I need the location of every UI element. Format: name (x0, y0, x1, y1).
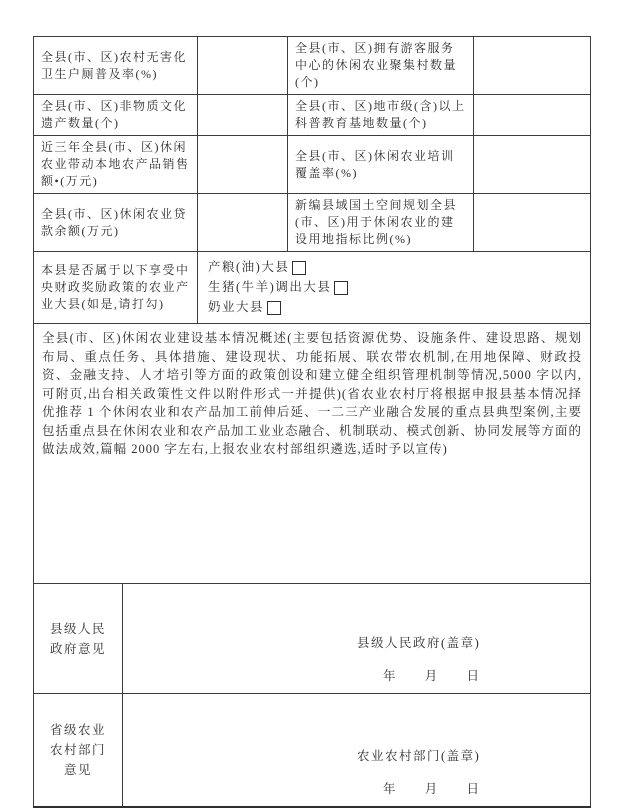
metric-value-right[interactable] (474, 194, 591, 252)
application-form-table (33, 36, 591, 808)
metric-label-right: 全县(市、区)拥有游客服务中心的休闲农业聚集村数量(个) (288, 37, 474, 95)
metric-value-left[interactable] (198, 37, 288, 95)
metric-row (34, 95, 591, 136)
option-dairy-county-label: 奶业大县 (208, 300, 265, 314)
provincial-date-line: 年 月 日 (383, 781, 481, 796)
provincial-opinion-signature-block (123, 748, 590, 806)
metric-label-right: 全县(市、区)地市级(含)以上科普教育基地数量(个) (288, 95, 474, 136)
provincial-opinion-row (34, 694, 591, 807)
metric-value-left[interactable] (198, 136, 288, 194)
metric-label-left: 全县(市、区)休闲农业贷款余额(万元) (34, 194, 198, 252)
metric-value-right[interactable] (474, 37, 591, 95)
option-grain-county-label: 产粮(油)大县 (208, 260, 290, 274)
option-pig-county (208, 279, 580, 296)
metric-row (34, 194, 591, 252)
metric-label-right: 全县(市、区)休闲农业培训覆盖率(%) (288, 136, 474, 194)
metric-value-right[interactable] (474, 95, 591, 136)
provincial-opinion-label: 省级农业农村部门意见 (49, 722, 106, 777)
county-seal-label: 县级人民政府(盖章) (357, 636, 481, 650)
award-county-label: 本县是否属于以下享受中央财政奖励政策的农业产业大县(如是,请打勾) (34, 252, 198, 324)
award-county-options (198, 252, 591, 324)
metric-label-right: 新编县域国土空间规划全县(市、区)用于休闲农业的建设用地指标比例(%) (288, 194, 474, 252)
provincial-opinion-label-cell (34, 694, 123, 807)
metric-label-left: 全县(市、区)非物质文化遗产数量(个) (34, 95, 198, 136)
pig-county-checkbox[interactable] (334, 281, 348, 295)
metric-value-left[interactable] (198, 194, 288, 252)
provincial-opinion-cell[interactable] (123, 694, 591, 807)
overview-cell[interactable] (34, 324, 591, 584)
award-county-row (34, 252, 591, 324)
metric-label-left: 全县(市、区)农村无害化卫生户厕普及率(%) (34, 37, 198, 95)
option-dairy-county (208, 299, 580, 316)
county-opinion-label-cell (34, 584, 123, 694)
metric-label-left: 近三年全县(市、区)休闲农业带动本地农产品销售额•(万元) (34, 136, 198, 194)
metric-row (34, 136, 591, 194)
metric-value-right[interactable] (474, 136, 591, 194)
county-opinion-label: 县级人民政府意见 (49, 621, 106, 656)
grain-county-checkbox[interactable] (292, 261, 306, 275)
overview-text: 全县(市、区)休闲农业建设基本情况概述(主要包括资源优势、设施条件、建设思路、规划布局、重点任务、具体措施、建设现状、功能拓展、联农带农机制,在用地保障、财政投资、金融支持、人才培引等方面的政策创设和建立健全组织管理机制等情况,5000 字以内,可附页,出台相关政策性文件以附件形式一并提供)(省农业农村厅将根据申报县基本情况择优推荐 1 个休闲农业和农产品加工前伸后延、一二三产业融合发展的重点县典型案例,主要包括重点县在休闲农业和农产品加工业业态融合、机制联动、模式创新、协同发展等方面的做法成效,篇幅 2000 字左右,上报农业农村部组织遴选,适时予以宣传) (42, 331, 583, 456)
option-grain-county (208, 259, 580, 276)
overview-row (34, 324, 591, 584)
county-opinion-row (34, 584, 591, 694)
metric-row (34, 37, 591, 95)
county-opinion-cell[interactable] (123, 584, 591, 694)
dairy-county-checkbox[interactable] (267, 301, 281, 315)
metric-value-left[interactable] (198, 95, 288, 136)
option-pig-county-label: 生猪(牛羊)调出大县 (208, 280, 332, 294)
county-date-line: 年 月 日 (383, 669, 481, 683)
provincial-seal-label: 农业农村部门(盖章) (357, 748, 481, 763)
county-opinion-signature-block (123, 635, 590, 693)
